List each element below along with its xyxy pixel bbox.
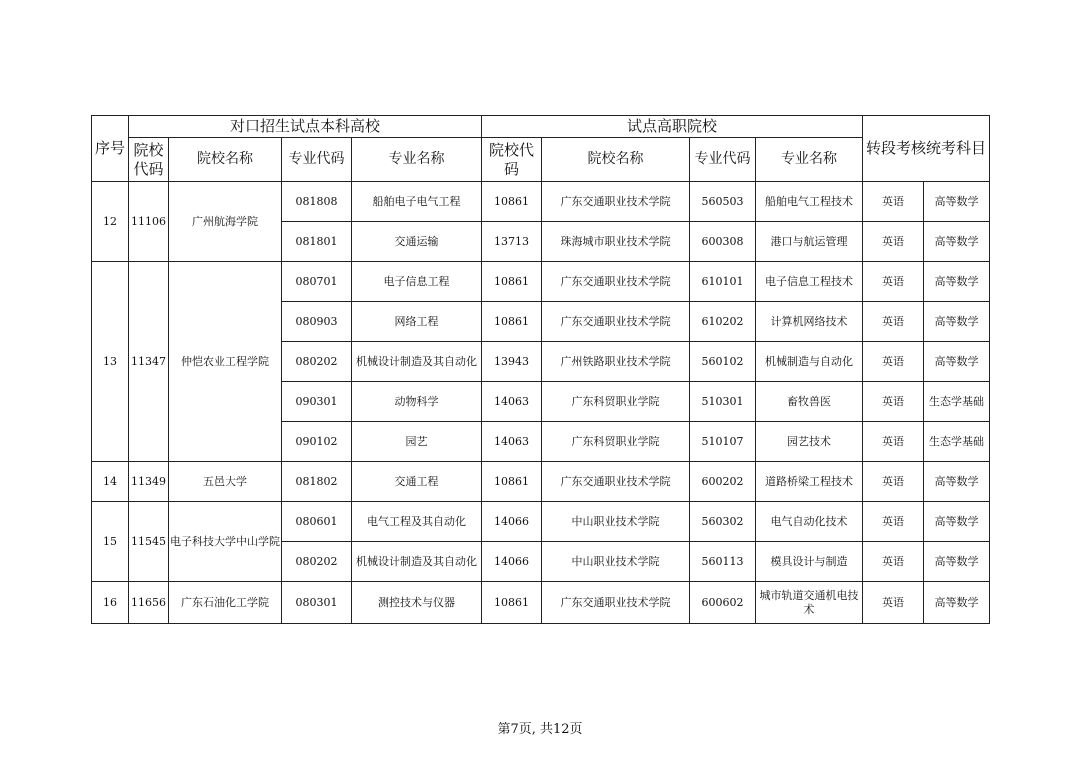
- voc-name-cell: 广东交通职业技术学院: [542, 182, 690, 222]
- header-seq: 序号: [92, 116, 129, 182]
- subject-1-cell: 英语: [863, 462, 924, 502]
- voc-major-code-cell: 560102: [690, 342, 756, 382]
- voc-code-cell: 10861: [482, 462, 542, 502]
- subject-2-cell: 高等数学: [924, 222, 990, 262]
- voc-major-name-cell: 港口与航运管理: [756, 222, 863, 262]
- voc-major-code-cell: 610101: [690, 262, 756, 302]
- subject-1-cell: 英语: [863, 222, 924, 262]
- ug-name-cell: 电子科技大学中山学院: [169, 502, 282, 582]
- voc-name-cell: 广东交通职业技术学院: [542, 302, 690, 342]
- subject-2-cell: 高等数学: [924, 502, 990, 542]
- subject-1-cell: 英语: [863, 342, 924, 382]
- header-ug-name: 院校名称: [169, 138, 282, 182]
- voc-major-code-cell: 510301: [690, 382, 756, 422]
- ug-major-code-cell: 080701: [282, 262, 352, 302]
- voc-major-code-cell: 560503: [690, 182, 756, 222]
- header-voc-major-name: 专业名称: [756, 138, 863, 182]
- header-ug-major-code: 专业代码: [282, 138, 352, 182]
- subject-2-cell: 高等数学: [924, 582, 990, 624]
- subject-1-cell: 英语: [863, 542, 924, 582]
- ug-major-name-cell: 电气工程及其自动化: [352, 502, 482, 542]
- voc-major-code-cell: 560302: [690, 502, 756, 542]
- ug-major-code-cell: 081802: [282, 462, 352, 502]
- ug-major-code-cell: 080601: [282, 502, 352, 542]
- voc-major-code-cell: 600602: [690, 582, 756, 624]
- voc-name-cell: 广州铁路职业技术学院: [542, 342, 690, 382]
- subject-1-cell: 英语: [863, 422, 924, 462]
- ug-major-name-cell: 机械设计制造及其自动化: [352, 542, 482, 582]
- voc-name-cell: 广东交通职业技术学院: [542, 582, 690, 624]
- voc-code-cell: 13943: [482, 342, 542, 382]
- voc-major-code-cell: 510107: [690, 422, 756, 462]
- header-voc-code: 院校代码: [482, 138, 542, 182]
- subject-2-cell: 高等数学: [924, 182, 990, 222]
- voc-code-cell: 10861: [482, 302, 542, 342]
- ug-major-name-cell: 船舶电子电气工程: [352, 182, 482, 222]
- voc-code-cell: 10861: [482, 582, 542, 624]
- subject-1-cell: 英语: [863, 382, 924, 422]
- voc-name-cell: 广东交通职业技术学院: [542, 262, 690, 302]
- voc-code-cell: 14063: [482, 422, 542, 462]
- seq-cell: 15: [92, 502, 129, 582]
- ug-major-code-cell: 090102: [282, 422, 352, 462]
- subject-2-cell: 高等数学: [924, 462, 990, 502]
- subject-1-cell: 英语: [863, 502, 924, 542]
- ug-major-code-cell: 081801: [282, 222, 352, 262]
- voc-code-cell: 14066: [482, 542, 542, 582]
- header-vocational-group: 试点高职院校: [482, 116, 863, 138]
- ug-major-code-cell: 081808: [282, 182, 352, 222]
- ug-code-cell: 11106: [129, 182, 169, 262]
- header-undergrad-group: 对口招生试点本科高校: [129, 116, 482, 138]
- pilot-program-table: [91, 115, 990, 624]
- voc-major-code-cell: 610202: [690, 302, 756, 342]
- voc-major-name-cell: 船舶电气工程技术: [756, 182, 863, 222]
- seq-cell: 12: [92, 182, 129, 262]
- table-row: [92, 182, 990, 222]
- ug-major-code-cell: 080301: [282, 582, 352, 624]
- voc-major-name-cell: 机械制造与自动化: [756, 342, 863, 382]
- ug-major-code-cell: 080202: [282, 542, 352, 582]
- subject-1-cell: 英语: [863, 182, 924, 222]
- ug-code-cell: 11656: [129, 582, 169, 624]
- subject-2-cell: 高等数学: [924, 302, 990, 342]
- ug-major-code-cell: 090301: [282, 382, 352, 422]
- ug-major-name-cell: 网络工程: [352, 302, 482, 342]
- header-voc-name: 院校名称: [542, 138, 690, 182]
- ug-code-cell: 11347: [129, 262, 169, 462]
- voc-code-cell: 13713: [482, 222, 542, 262]
- voc-name-cell: 广东科贸职业学院: [542, 382, 690, 422]
- table-row: [92, 582, 990, 624]
- voc-name-cell: 珠海城市职业技术学院: [542, 222, 690, 262]
- voc-code-cell: 10861: [482, 182, 542, 222]
- voc-name-cell: 广东交通职业技术学院: [542, 462, 690, 502]
- voc-major-name-cell: 畜牧兽医: [756, 382, 863, 422]
- voc-major-name-cell: 电子信息工程技术: [756, 262, 863, 302]
- subject-1-cell: 英语: [863, 262, 924, 302]
- table-row: [92, 462, 990, 502]
- voc-name-cell: 中山职业技术学院: [542, 502, 690, 542]
- ug-name-cell: 广州航海学院: [169, 182, 282, 262]
- subject-2-cell: 高等数学: [924, 262, 990, 302]
- voc-code-cell: 14066: [482, 502, 542, 542]
- voc-major-code-cell: 600308: [690, 222, 756, 262]
- subject-1-cell: 英语: [863, 302, 924, 342]
- table-row: [92, 502, 990, 542]
- ug-major-name-cell: 交通工程: [352, 462, 482, 502]
- subject-2-cell: 生态学基础: [924, 422, 990, 462]
- ug-major-name-cell: 机械设计制造及其自动化: [352, 342, 482, 382]
- ug-code-cell: 11349: [129, 462, 169, 502]
- ug-code-cell: 11545: [129, 502, 169, 582]
- voc-major-code-cell: 600202: [690, 462, 756, 502]
- seq-cell: 16: [92, 582, 129, 624]
- header-exam-subjects: 转段考核统考科目: [863, 116, 990, 182]
- ug-name-cell: 五邑大学: [169, 462, 282, 502]
- ug-major-name-cell: 电子信息工程: [352, 262, 482, 302]
- ug-name-cell: 仲恺农业工程学院: [169, 262, 282, 462]
- voc-major-name-cell: 电气自动化技术: [756, 502, 863, 542]
- voc-major-name-cell: 园艺技术: [756, 422, 863, 462]
- voc-name-cell: 中山职业技术学院: [542, 542, 690, 582]
- header-ug-code: 院校代码: [129, 138, 169, 182]
- ug-name-cell: 广东石油化工学院: [169, 582, 282, 624]
- seq-cell: 13: [92, 262, 129, 462]
- ug-major-name-cell: 园艺: [352, 422, 482, 462]
- header-voc-major-code: 专业代码: [690, 138, 756, 182]
- voc-major-name-cell: 计算机网络技术: [756, 302, 863, 342]
- ug-major-name-cell: 测控技术与仪器: [352, 582, 482, 624]
- subject-2-cell: 生态学基础: [924, 382, 990, 422]
- voc-major-name-cell: 城市轨道交通机电技术: [756, 582, 863, 624]
- subject-2-cell: 高等数学: [924, 342, 990, 382]
- table-row: [92, 262, 990, 302]
- header-ug-major-name: 专业名称: [352, 138, 482, 182]
- page-footer: 第7页, 共12页: [497, 722, 583, 737]
- seq-cell: 14: [92, 462, 129, 502]
- voc-code-cell: 14063: [482, 382, 542, 422]
- ug-major-code-cell: 080202: [282, 342, 352, 382]
- ug-major-code-cell: 080903: [282, 302, 352, 342]
- voc-code-cell: 10861: [482, 262, 542, 302]
- subject-2-cell: 高等数学: [924, 542, 990, 582]
- voc-major-name-cell: 模具设计与制造: [756, 542, 863, 582]
- ug-major-name-cell: 交通运输: [352, 222, 482, 262]
- voc-name-cell: 广东科贸职业学院: [542, 422, 690, 462]
- voc-major-code-cell: 560113: [690, 542, 756, 582]
- subject-1-cell: 英语: [863, 582, 924, 624]
- voc-major-name-cell: 道路桥梁工程技术: [756, 462, 863, 502]
- ug-major-name-cell: 动物科学: [352, 382, 482, 422]
